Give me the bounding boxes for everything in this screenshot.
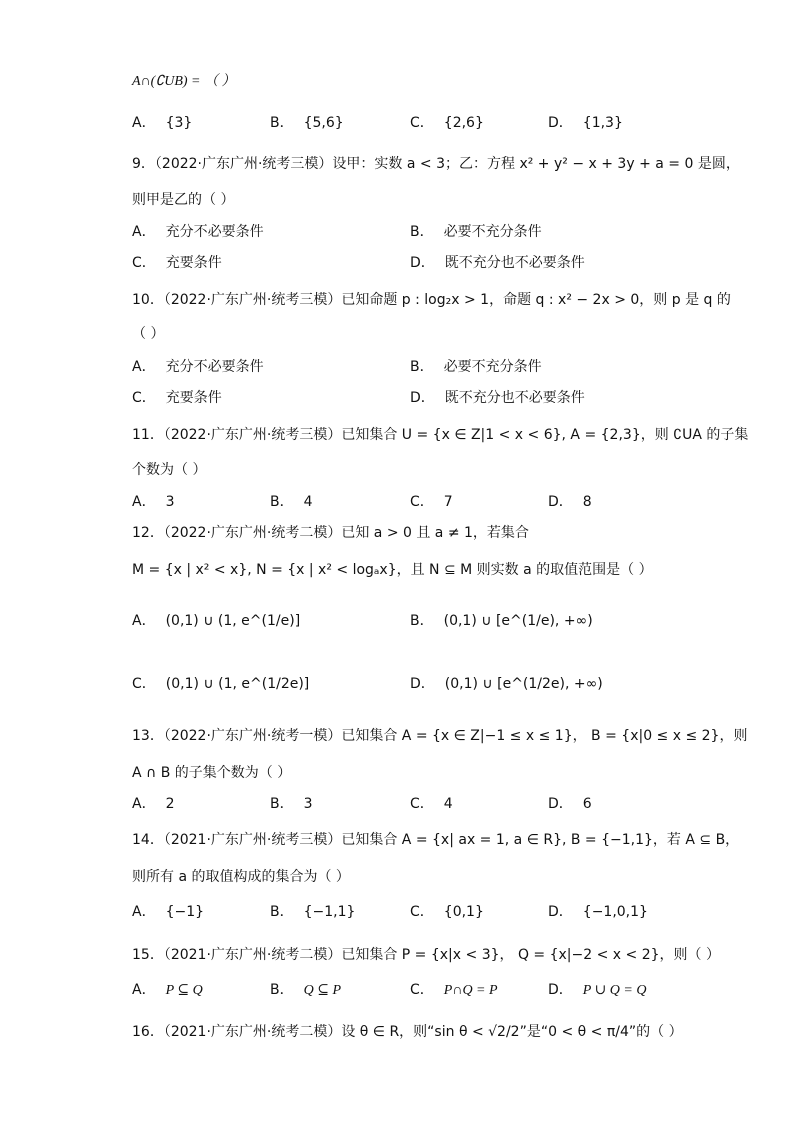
q14-stem-line1: 14．（2021·广东广州·统考三模）已知集合 A = {x| ax = 1, a ∈ R}, B = {−1,1}，若 A ⊆ B， [132, 832, 740, 848]
q11-stem-line2: 个数为（ ） [132, 462, 207, 478]
q13-option-d[interactable]: D． 6 [548, 796, 592, 812]
q15-option-c[interactable]: C． P∩Q = P [410, 982, 498, 998]
q11-option-c[interactable]: C． 7 [410, 494, 453, 510]
q8-option-d[interactable]: D． {1,3} [548, 115, 623, 131]
q9-stem-line1: 9．（2022·广东广州·统考三模）设甲：实数 a < 3；乙：方程 x² + y² − x + 3y + a = 0 是圆， [132, 156, 740, 172]
q12-stem-line1: 12．（2022·广东广州·统考二模）已知 a > 0 且 a ≠ 1，若集合 [132, 525, 529, 541]
q9-option-b[interactable]: B． 必要不充分条件 [410, 224, 542, 240]
q8-option-a[interactable]: A． {3} [132, 115, 193, 131]
q13-option-a[interactable]: A． 2 [132, 796, 175, 812]
q14-stem-line2: 则所有 a 的取值构成的集合为（ ） [132, 869, 350, 885]
q8-option-b[interactable]: B． {5,6} [270, 115, 344, 131]
q12-option-c[interactable]: C． (0,1) ∪ (1, e^(1/2e)] [132, 676, 310, 692]
q8-option-c[interactable]: C． {2,6} [410, 115, 484, 131]
q10-stem-line2: （ ） [132, 326, 165, 342]
q10-option-a[interactable]: A． 充分不必要条件 [132, 359, 264, 375]
q9-option-a[interactable]: A． 充分不必要条件 [132, 224, 264, 240]
q13-stem-line1: 13．（2022·广东广州·统考一模）已知集合 A = {x ∈ Z|−1 ≤ x ≤ 1}， B = {x|0 ≤ x ≤ 2}，则 [132, 728, 748, 744]
q15-option-b[interactable]: B． Q ⊆ P [270, 982, 342, 998]
q13-option-c[interactable]: C． 4 [410, 796, 453, 812]
q11-option-a[interactable]: A． 3 [132, 494, 175, 510]
q14-option-d[interactable]: D． {−1,0,1} [548, 904, 648, 920]
q9-stem-line2: 则甲是乙的（ ） [132, 192, 235, 208]
q14-option-c[interactable]: C． {0,1} [410, 904, 484, 920]
q10-option-d[interactable]: D． 既不充分也不必要条件 [410, 390, 585, 406]
q16-stem-line1: 16．（2021·广东广州·统考二模）设 θ ∈ R，则“sin θ < √2/2”是“0 < θ < π/4”的（ ） [132, 1024, 683, 1040]
q11-stem-line1: 11．（2022·广东广州·统考三模）已知集合 U = {x ∈ Z|1 < x < 6}, A = {2,3}，则 ∁UA 的子集 [132, 427, 749, 443]
q11-option-b[interactable]: B． 4 [270, 494, 313, 510]
q12-option-a[interactable]: A． (0,1) ∪ (1, e^(1/e)] [132, 613, 301, 629]
q15-option-a[interactable]: A． P ⊆ Q [132, 982, 203, 998]
q15-option-d[interactable]: D． P ∪ Q = Q [548, 982, 647, 998]
q15-stem-line1: 15．（2021·广东广州·统考二模）已知集合 P = {x|x < 3}， Q = {x|−2 < x < 2}，则（ ） [132, 947, 720, 963]
q10-option-b[interactable]: B． 必要不充分条件 [410, 359, 542, 375]
q14-option-b[interactable]: B． {−1,1} [270, 904, 356, 920]
q12-option-d[interactable]: D． (0,1) ∪ [e^(1/2e), +∞) [410, 676, 603, 692]
q9-option-d[interactable]: D． 既不充分也不必要条件 [410, 255, 585, 271]
q13-option-b[interactable]: B． 3 [270, 796, 313, 812]
q12-stem-line2: M = {x | x² < x}, N = {x | x² < logₐx}，且 N ⊆ M 则实数 a 的取值范围是（ ） [132, 562, 653, 578]
q9-option-c[interactable]: C． 充要条件 [132, 255, 222, 271]
q8-stem-tail: A∩(∁UB) = （ ） [132, 74, 236, 89]
q14-option-a[interactable]: A． {−1} [132, 904, 205, 920]
q11-option-d[interactable]: D． 8 [548, 494, 592, 510]
q10-option-c[interactable]: C． 充要条件 [132, 390, 222, 406]
q12-option-b[interactable]: B． (0,1) ∪ [e^(1/e), +∞) [410, 613, 593, 629]
q10-stem-line1: 10．（2022·广东广州·统考三模）已知命题 p : log₂x > 1，命题 q : x² − 2x > 0，则 p 是 q 的 [132, 292, 731, 308]
q13-stem-line2: A ∩ B 的子集个数为（ ） [132, 765, 292, 781]
